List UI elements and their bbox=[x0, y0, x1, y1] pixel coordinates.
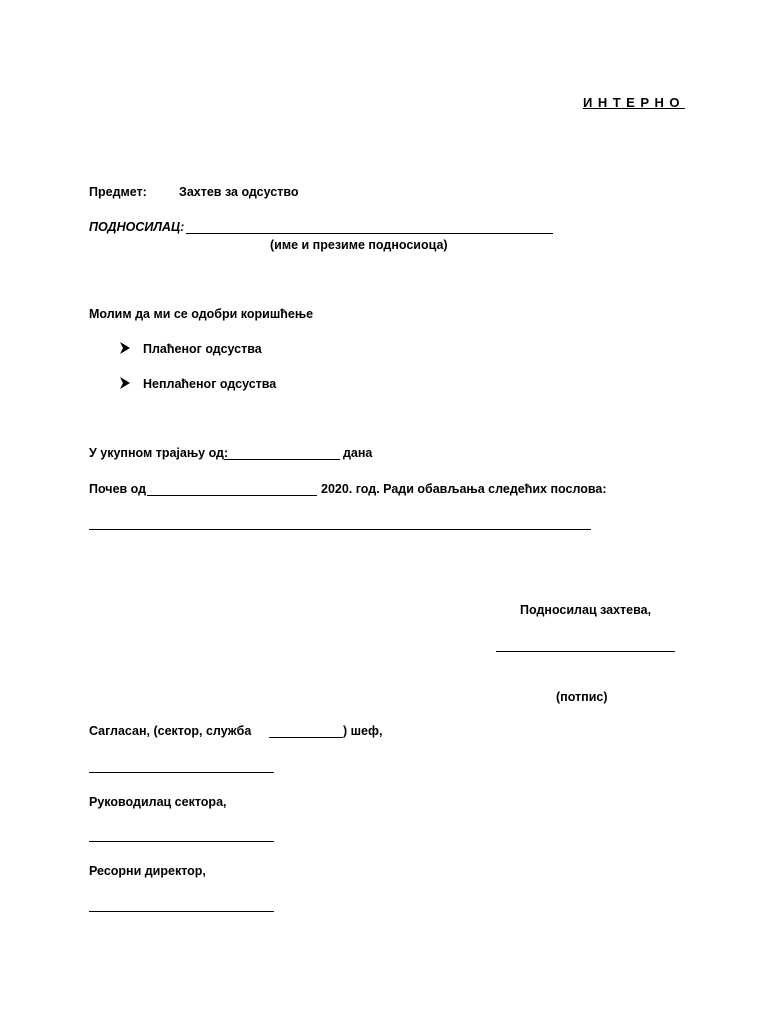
arrow-bullet-icon bbox=[120, 342, 130, 354]
signature-hint: (потпис) bbox=[556, 690, 608, 704]
sector-head-signature-line[interactable] bbox=[89, 841, 274, 842]
agree-sector-line[interactable] bbox=[269, 737, 343, 738]
duration-prefix: У укупном трајању од: bbox=[89, 446, 229, 460]
start-suffix: 2020. год. Ради обављања следећих послова: bbox=[321, 482, 607, 496]
agree-suffix: ) шеф, bbox=[343, 724, 383, 738]
director-signature-line[interactable] bbox=[89, 911, 274, 912]
sector-head-label: Руководилац сектора, bbox=[89, 795, 227, 809]
subject-label: Предмет: bbox=[89, 185, 147, 199]
signature-line[interactable] bbox=[496, 651, 675, 652]
duration-suffix: дана bbox=[343, 446, 373, 460]
option-paid-leave[interactable]: Плаћеног одсуства bbox=[143, 342, 262, 356]
director-label: Ресорни директор, bbox=[89, 864, 206, 878]
agree-prefix: Сагласан, (сектор, служба bbox=[89, 724, 252, 738]
subject-value: Захтев за одсуство bbox=[179, 185, 299, 199]
applicant-hint: (име и презиме подносиоца) bbox=[270, 238, 448, 252]
duration-days-line[interactable] bbox=[224, 459, 340, 460]
signature-title: Подносилац захтева, bbox=[520, 603, 652, 617]
internal-header: ИНТЕРНО bbox=[583, 95, 686, 110]
arrow-bullet-icon bbox=[120, 377, 130, 389]
applicant-name-line[interactable] bbox=[186, 233, 553, 234]
request-intro: Молим да ми се одобри коришћење bbox=[89, 307, 314, 321]
applicant-label: ПОДНОСИЛАЦ: bbox=[89, 220, 185, 234]
option-unpaid-leave[interactable]: Неплаћеног одсуства bbox=[143, 377, 277, 391]
agree-signature-line[interactable] bbox=[89, 772, 274, 773]
start-date-line[interactable] bbox=[147, 495, 317, 496]
tasks-line[interactable] bbox=[89, 529, 591, 530]
start-prefix: Почев од bbox=[89, 482, 147, 496]
